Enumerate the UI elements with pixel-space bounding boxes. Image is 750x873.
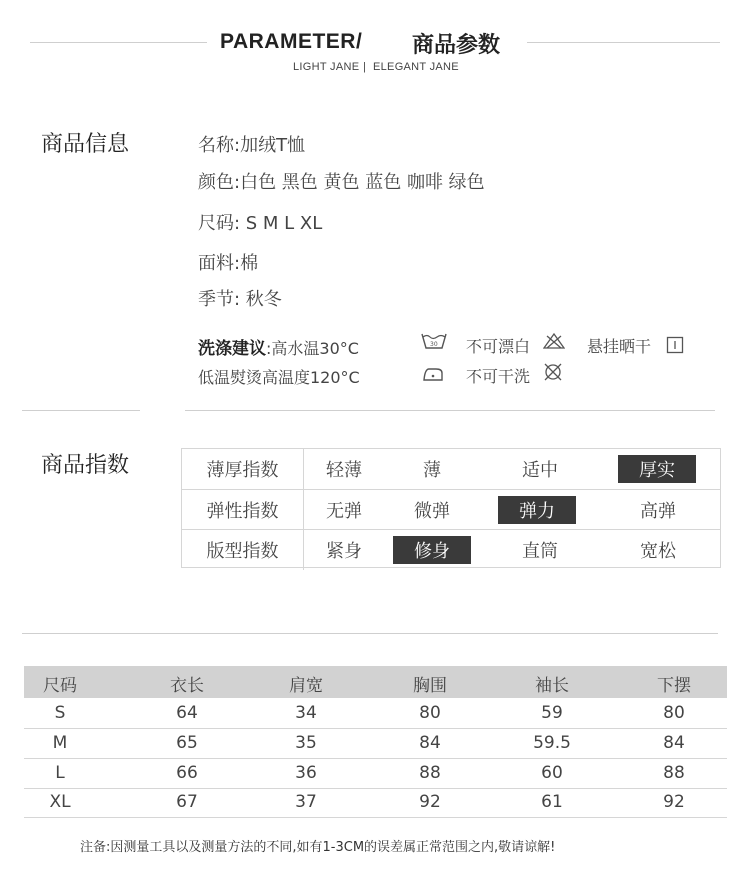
- size-header-cell: 胸围: [413, 676, 447, 696]
- index-table: [181, 448, 721, 568]
- no-bleach-icon: [543, 332, 565, 350]
- size-header-cell: 尺码: [43, 676, 77, 696]
- size-table-cell: 64: [176, 703, 198, 723]
- index-option-selected: 修身: [393, 530, 471, 570]
- svg-text:30: 30: [430, 341, 438, 348]
- hang-dry-label: 悬挂晒干: [587, 337, 652, 356]
- no-dry-clean-label: 不可干洗: [466, 367, 531, 386]
- size-table-cell: 35: [295, 733, 317, 753]
- size-table-cell: 92: [663, 792, 685, 812]
- size-header-cell: 下摆: [657, 676, 691, 696]
- size-table-cell: 88: [419, 763, 441, 783]
- info-fabric: 面料:棉: [198, 253, 259, 274]
- size-table-cell: 59.5: [533, 733, 571, 753]
- header-subtitle-left: LIGHT JANE: [293, 61, 360, 73]
- size-table-cell: 84: [419, 733, 441, 753]
- index-option: 高弹: [640, 501, 676, 522]
- size-table-cell: 34: [295, 703, 317, 723]
- wash-temp: :高水温30°C: [266, 339, 359, 358]
- index-option-selected: 厚实: [618, 449, 696, 489]
- header-title-en: PARAMETER/: [220, 30, 363, 53]
- size-table-cell: 66: [176, 763, 198, 783]
- size-table-cell: 61: [541, 792, 563, 812]
- size-row-divider: [24, 758, 727, 759]
- product-info-title: 商品信息: [41, 132, 130, 157]
- index-row-label: 薄厚指数: [182, 449, 304, 489]
- index-option: 无弹: [326, 501, 362, 522]
- size-table-cell: 60: [541, 763, 563, 783]
- size-header-cell: 衣长: [170, 676, 204, 696]
- index-row-thickness: [182, 449, 720, 489]
- size-row-divider: [24, 728, 727, 729]
- index-row-label: 弹性指数: [182, 490, 304, 530]
- index-row-fit: [182, 529, 720, 570]
- header-subtitle-separator: |: [363, 61, 367, 73]
- iron-advice: 低温熨烫高温度120°C: [198, 368, 360, 387]
- index-row-elasticity: [182, 489, 720, 530]
- index-option-selected: 弹力: [498, 490, 576, 530]
- info-colors: 颜色:白色 黑色 黄色 蓝色 咖啡 绿色: [198, 172, 485, 193]
- size-table-cell: 36: [295, 763, 317, 783]
- info-name: 名称:加绒T恤: [198, 135, 306, 156]
- info-season: 季节: 秋冬: [198, 289, 282, 310]
- header-subtitle-right: ELEGANT JANE: [373, 61, 459, 73]
- index-option: 直筒: [522, 541, 558, 562]
- size-table-header: [24, 666, 727, 698]
- measurement-note: 注备:因测量工具以及测量方法的不同,如有1-3CM的误差属正常范围之内,敬请谅解!: [80, 840, 556, 855]
- size-table-cell: 67: [176, 792, 198, 812]
- iron-icon: [420, 366, 446, 382]
- divider-index: [22, 633, 718, 634]
- wash-label: 洗涤建议: [198, 339, 266, 359]
- size-row-divider: [24, 788, 727, 789]
- size-table-cell: 59: [541, 703, 563, 723]
- size-table-cell: S: [54, 703, 66, 723]
- no-dry-clean-icon: [543, 362, 563, 382]
- index-option: 轻薄: [326, 460, 362, 481]
- header-title-cn: 商品参数: [412, 33, 501, 58]
- index-option: 薄: [423, 460, 441, 481]
- size-table-cell: 80: [419, 703, 441, 723]
- size-table-cell: 65: [176, 733, 198, 753]
- size-table-cell: 37: [295, 792, 317, 812]
- size-table-cell: M: [52, 733, 68, 753]
- hang-dry-icon: [666, 336, 684, 354]
- size-table-cell: 80: [663, 703, 685, 723]
- header-rule-right: [527, 42, 720, 43]
- size-table-cell: 92: [419, 792, 441, 812]
- index-option: 宽松: [640, 541, 676, 562]
- size-table-cell: L: [55, 763, 65, 783]
- size-row-divider: [24, 817, 727, 818]
- index-option: 适中: [522, 460, 558, 481]
- size-header-cell: 袖长: [535, 676, 569, 696]
- no-bleach-label: 不可漂白: [466, 337, 531, 356]
- index-row-label: 版型指数: [182, 530, 304, 570]
- size-table-cell: XL: [49, 792, 71, 812]
- product-index-title: 商品指数: [41, 453, 130, 478]
- index-option: 紧身: [326, 541, 362, 562]
- header-rule-left: [30, 42, 207, 43]
- size-table-cell: 84: [663, 733, 685, 753]
- wash-advice: [198, 334, 359, 359]
- info-sizes: 尺码: S M L XL: [198, 213, 323, 234]
- size-header-cell: 肩宽: [289, 676, 323, 696]
- wash-basin-icon: [420, 331, 448, 351]
- index-option: 微弹: [414, 501, 450, 522]
- size-table-cell: 88: [663, 763, 685, 783]
- divider-info-left: [22, 410, 140, 411]
- divider-info-right: [185, 410, 715, 411]
